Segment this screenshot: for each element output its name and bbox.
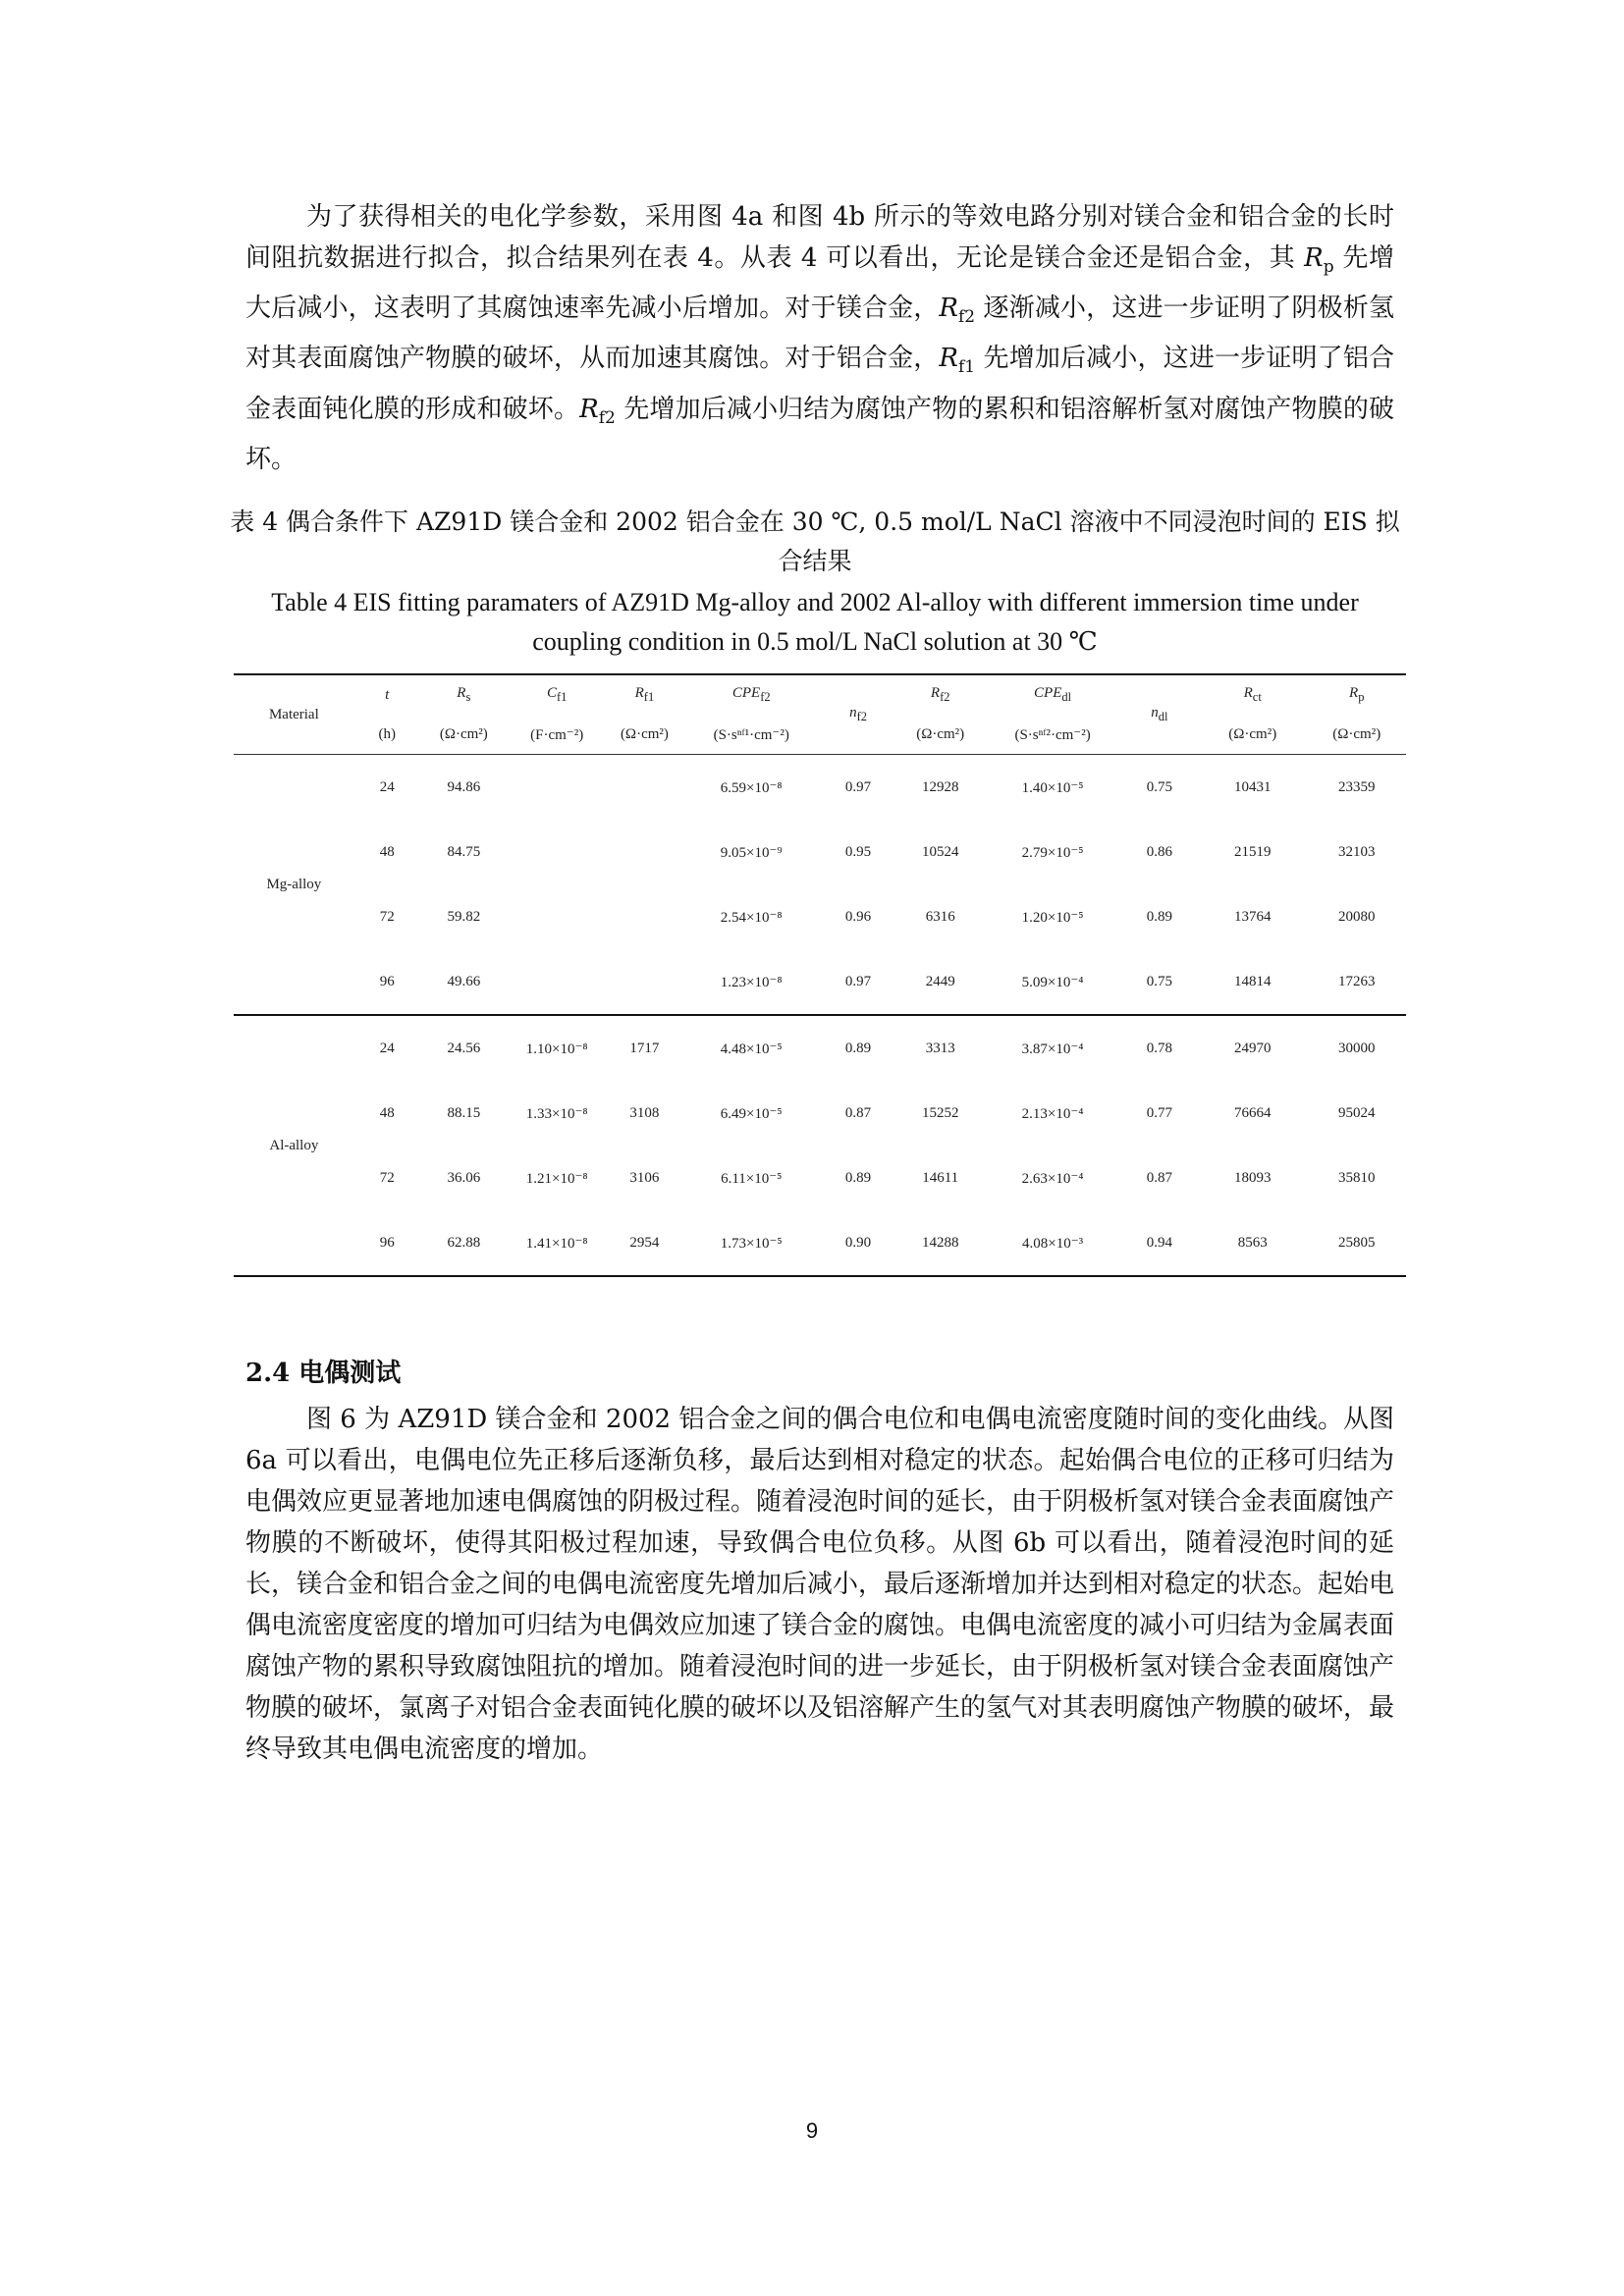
cell-rct: 10431: [1233, 778, 1272, 795]
header-material: Material: [234, 674, 354, 755]
unit-t: (h): [354, 715, 420, 755]
header-nf2: $n_{f2}$: [820, 674, 896, 755]
table-row: [234, 1146, 1406, 1210]
cell-rf1: [606, 884, 682, 949]
cell-rf2: 12928: [921, 778, 959, 795]
cell-nf2: 0.96: [844, 908, 872, 925]
cell-t: 96: [354, 1210, 420, 1276]
cell-rs: 88.15: [447, 1104, 481, 1121]
page-number: 9: [805, 2118, 819, 2143]
cell-ndl: 0.77: [1146, 1104, 1172, 1121]
cell-rp: 95024: [1338, 1104, 1376, 1121]
header-cpef2: $CPE_{f2}$: [682, 674, 819, 715]
cell-rp: 20080: [1338, 908, 1376, 925]
cell-nf2: 0.90: [820, 1210, 896, 1276]
cell-rf2: 6316: [925, 908, 955, 925]
rp-symbol: R: [1304, 243, 1324, 273]
cell-rs: 49.66: [420, 949, 508, 1015]
cell-ndl: 0.75: [1121, 949, 1198, 1015]
cell-cf1: [508, 884, 606, 949]
cell-nf2: 0.89: [844, 1169, 872, 1186]
unit-rs: (Ω·cm²): [420, 715, 508, 755]
cell-cpedl: 2.63×10⁻⁴: [1021, 1170, 1084, 1187]
cell-t: 96: [354, 949, 420, 1015]
cell-t: 24: [379, 1040, 395, 1056]
rf2-subscript: f2: [957, 307, 976, 328]
cell-rf2: 3313: [925, 1040, 955, 1056]
material-al: Al-alloy: [234, 1015, 354, 1276]
table-caption-en: Table 4 EIS fitting paramaters of AZ91D Mg-alloy and 2002 Al-alloy with different immersion time under coupling condition in 0.5 mol/L NaCl solution at 30 ℃: [271, 588, 1359, 656]
cell-rp: 30000: [1338, 1040, 1376, 1056]
table-row: [234, 1015, 1406, 1081]
cell-cpedl: 2.79×10⁻⁵: [1021, 844, 1084, 861]
header-rct: $R_{ct}$: [1198, 674, 1308, 715]
cell-cf1: [508, 820, 606, 884]
cell-rf1: [606, 755, 682, 821]
header-rf1: $R_{f1}$: [606, 674, 682, 715]
para1-text-a: 为了获得相关的电化学参数，采用图 4a 和图 4b 所示的等效电路分别对镁合金和铝合金的长时间阻抗数据进行拟合，拟合结果列在表 4。从表 4 可以看出，无论是镁合金还是铝合金，其: [245, 202, 1394, 273]
cell-rp: 25805: [1308, 1210, 1406, 1276]
header-cpedl: $CPE_{dl}$: [984, 674, 1120, 715]
cell-nf2: 0.97: [820, 949, 896, 1015]
table-row: [234, 1210, 1406, 1276]
eis-fitting-table: [234, 673, 1406, 1277]
cell-rct: 14814: [1198, 949, 1308, 1015]
cell-cpef2: 4.48×10⁻⁵: [720, 1041, 783, 1057]
cell-rct: 8563: [1198, 1210, 1308, 1276]
cell-rf1: [606, 949, 682, 1015]
cell-cpedl: 1.40×10⁻⁵: [1021, 779, 1084, 796]
section-title: 2.4 电偶测试: [245, 1359, 402, 1388]
rp-subscript: p: [1323, 257, 1334, 278]
cell-cf1: 1.10×10⁻⁸: [525, 1041, 588, 1057]
cell-rf2: 14288: [896, 1210, 984, 1276]
cell-rf2: 14611: [922, 1169, 959, 1186]
cell-rf1: [606, 820, 682, 884]
cell-cpedl: 2.13×10⁻⁴: [1021, 1105, 1084, 1122]
rf1-symbol: R: [939, 344, 958, 374]
cell-ndl: 0.87: [1146, 1169, 1172, 1186]
cell-ndl: 0.89: [1146, 908, 1172, 925]
unit-rp: (Ω·cm²): [1308, 715, 1406, 755]
para1-text-d: 先增加后减小，这进一步证明了铝合金表面钝化膜的形成和破坏。: [245, 344, 1394, 424]
cell-cpedl: 5.09×10⁻⁴: [984, 949, 1120, 1015]
cell-cpef2: 6.59×10⁻⁸: [720, 779, 783, 796]
cell-rs: 59.82: [447, 908, 481, 925]
cell-nf2: 0.95: [844, 843, 872, 860]
header-rp: $R_p$: [1308, 674, 1406, 715]
cell-rct: 76664: [1233, 1104, 1272, 1121]
cell-rf1: 1717: [629, 1040, 660, 1056]
cell-rf1: 2954: [606, 1210, 682, 1276]
cell-nf2: 0.97: [844, 778, 872, 795]
header-rs: $R_s$: [420, 674, 508, 715]
cell-ndl: 0.86: [1146, 843, 1172, 860]
cell-cpedl: 4.08×10⁻³: [984, 1210, 1120, 1276]
cell-cpedl: 3.87×10⁻⁴: [1021, 1041, 1084, 1057]
header-ndl: $n_{dl}$: [1121, 674, 1198, 755]
cell-rf2: 15252: [921, 1104, 959, 1121]
cell-cpef2: 6.49×10⁻⁵: [720, 1105, 783, 1122]
unit-cpef2: (S·sⁿᶠ¹·cm⁻²): [682, 715, 819, 755]
paragraph-2: 图 6 为 AZ91D 镁合金和 2002 铝合金之间的偶合电位和电偶电流密度随时间的变化曲线。从图 6a 可以看出，电偶电位先正移后逐渐负移，最后达到相对稳定的状态。起始偶合电位的正移可归结为电偶效应更显著地加速电偶腐蚀的阴极过程。随着浸泡时间的延长，由于阴极析氢对镁合金表面腐蚀产物膜的不断破坏，使得其阳极过程加速，导致偶合电位负移。从图 6b 可以看出，随着浸泡时间的延长，镁合金和铝合金之间的电偶电流密度先增加后减小，最后逐渐增加并达到相对稳定的状态。起始电偶电流密度密度的增加可归结为电偶效应加速了镁合金的腐蚀。电偶电流密度的减小可归结为金属表面腐蚀产物的累积导致腐蚀阻抗的增加。随着浸泡时间的进一步延长，由于阴极析氢对镁合金表面腐蚀产物膜的破坏，氯离子对铝合金表面钝化膜的破坏以及铝溶解产生的氢气对其表明腐蚀产物膜的破坏，最终导致其电偶电流密度的增加。: [245, 1405, 1395, 1764]
header-t: t: [354, 674, 420, 715]
cell-ndl: 0.75: [1146, 778, 1172, 795]
rf2-symbol: R: [939, 294, 958, 324]
cell-rs: 36.06: [447, 1169, 481, 1186]
table-row: [234, 949, 1406, 1015]
table-row: [234, 1081, 1406, 1146]
material-mg: Mg-alloy: [234, 755, 354, 1016]
cell-rs: 84.75: [447, 843, 481, 860]
unit-rf1: (Ω·cm²): [606, 715, 682, 755]
cell-t: 48: [379, 843, 395, 860]
paragraph-1: [245, 196, 1394, 480]
cell-cpef2: 9.05×10⁻⁹: [720, 844, 783, 861]
cell-cf1: 1.21×10⁻⁸: [525, 1170, 588, 1187]
cell-rs: 24.56: [447, 1040, 481, 1056]
cell-cpef2: 2.54×10⁻⁸: [720, 909, 783, 926]
cell-cpedl: 1.20×10⁻⁵: [1021, 909, 1084, 926]
cell-cf1: 1.33×10⁻⁸: [525, 1105, 588, 1122]
para1-text-e: 先增加后减小归结为腐蚀产物的累积和铝溶解析氢对腐蚀产物膜的破坏。: [245, 394, 1394, 474]
unit-cpedl: (S·sⁿᶠ²·cm⁻²): [984, 715, 1120, 755]
table-caption-cn: 表 4 偶合条件下 AZ91D 镁合金和 2002 铝合金在 30 ℃, 0.5 mol/L NaCl 溶液中不同浸泡时间的 EIS 拟合结果: [230, 507, 1400, 575]
cell-rct: 13764: [1233, 908, 1272, 925]
cell-rp: 17263: [1308, 949, 1406, 1015]
cell-t: 24: [379, 778, 395, 795]
cell-t: 72: [379, 1169, 395, 1186]
cell-t: 72: [379, 908, 395, 925]
cell-rs: 62.88: [420, 1210, 508, 1276]
cell-cpef2: 1.73×10⁻⁵: [682, 1210, 819, 1276]
cell-nf2: 0.87: [844, 1104, 872, 1121]
table-row: [234, 820, 1406, 884]
cell-rp: 35810: [1338, 1169, 1376, 1186]
table-row: [234, 755, 1406, 821]
cell-t: 48: [379, 1104, 395, 1121]
rf2-symbol-2: R: [579, 394, 599, 424]
unit-rct: (Ω·cm²): [1198, 715, 1308, 755]
cell-cf1: [508, 755, 606, 821]
cell-rf1: 3108: [629, 1104, 660, 1121]
cell-cpef2: 1.23×10⁻⁸: [682, 949, 819, 1015]
cell-rct: 24970: [1233, 1040, 1272, 1056]
unit-rf2: (Ω·cm²): [896, 715, 984, 755]
cell-rf1: 3106: [629, 1169, 660, 1186]
cell-rct: 18093: [1233, 1169, 1272, 1186]
cell-rp: 32103: [1338, 843, 1376, 860]
cell-cf1: [508, 949, 606, 1015]
cell-rf2: 10524: [921, 843, 959, 860]
header-cf1: $C_{f1}$: [508, 674, 606, 715]
cell-cf1: 1.41×10⁻⁸: [508, 1210, 606, 1276]
cell-rs: 94.86: [447, 778, 481, 795]
cell-nf2: 0.89: [844, 1040, 872, 1056]
cell-ndl: 0.94: [1121, 1210, 1198, 1276]
header-rf2: $R_{f2}$: [896, 674, 984, 715]
cell-rct: 21519: [1233, 843, 1272, 860]
cell-rp: 23359: [1338, 778, 1376, 795]
cell-rf2: 2449: [896, 949, 984, 1015]
cell-cpef2: 6.11×10⁻⁵: [721, 1170, 783, 1187]
table-row: [234, 884, 1406, 949]
cell-ndl: 0.78: [1146, 1040, 1172, 1056]
para1-text-c: 逐渐减小，这进一步证明了阴极析氢对其表面腐蚀产物膜的破坏，从而加速其腐蚀。对于铝合金，: [245, 294, 1394, 374]
para1-text-b: 先增大后减小，这表明了其腐蚀速率先减小后增加。对于镁合金，: [245, 243, 1394, 324]
rf2-subscript-2: f2: [598, 407, 616, 428]
rf1-subscript: f1: [957, 357, 976, 378]
unit-cf1: (F·cm⁻²): [508, 715, 606, 755]
header-row-symbols: [234, 674, 1406, 715]
